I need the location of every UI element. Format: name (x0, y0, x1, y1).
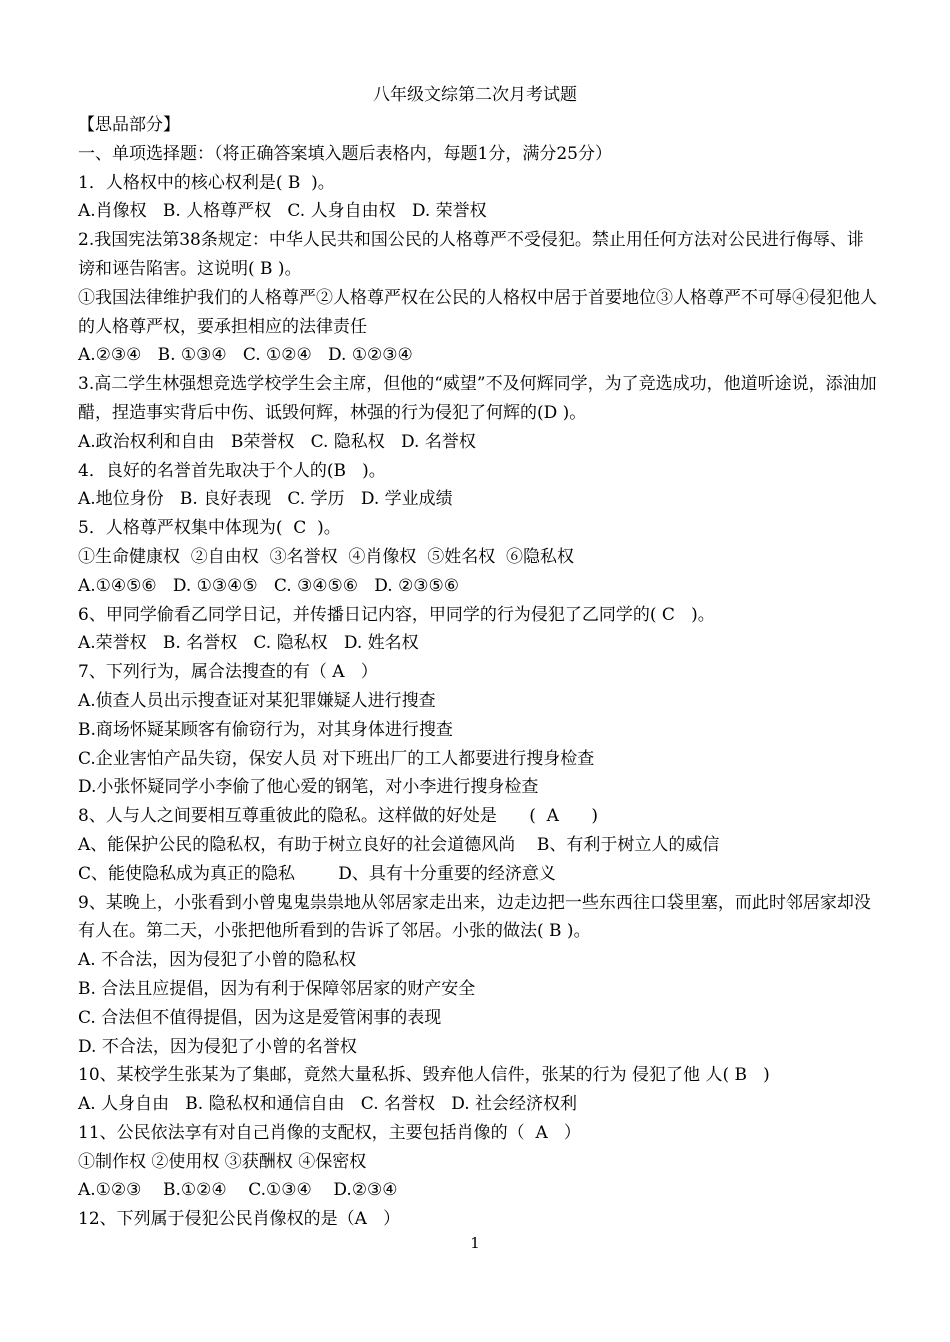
question-10: 10、某校学生张某为了集邮，竟然大量私拆、毁弃他人信件，张某的行为 侵犯了他 人( B ) (78, 1065, 770, 1086)
question-3: 3.高二学生林强想竞选学校学生会主席，但他的“威望”不及何辉同学，为了竞选成功，他道听途说，添油加醋，捏造事实背后中伤、诋毁何辉，林强的行为侵犯了何辉的(D )。 (78, 374, 877, 423)
question-instruction: 一、单项选择题：（将正确答案填入题后表格内，每题1分，满分25分） (78, 143, 612, 164)
question-6: 6、甲同学偷看乙同学日记，并传播日记内容，甲同学的行为侵犯了乙同学的( C )。 (78, 604, 715, 625)
exam-title: 八年级文综第二次月考试题 (373, 85, 577, 105)
question-7-option-a: A.侦查人员出示搜查证对某犯罪嫌疑人进行搜查 (78, 690, 436, 711)
question-7-option-c: C.企业害怕产品失窃，保安人员 对下班出厂的工人都要进行搜身检查 (78, 748, 595, 769)
question-2: 2.我国宪法第38条规定：中华人民共和国公民的人格尊严不受侵犯。禁止用任何方法对公民进行侮辱、诽谤和诬告陷害。这说明( B )。 (78, 230, 864, 279)
question-7-option-d: D.小张怀疑同学小李偷了他心爱的钢笔，对小李进行搜身检查 (78, 777, 539, 798)
question-9-option-d: D. 不合法，因为侵犯了小曾的名誉权 (78, 1036, 357, 1057)
question-2-options: A.②③④ B. ①③④ C. ①②④ D. ①②③④ (78, 345, 413, 366)
question-11-statements: ①制作权 ②使用权 ③获酬权 ④保密权 (78, 1151, 367, 1172)
question-9: 9、某晚上，小张看到小曾鬼鬼祟祟地从邻居家走出来，边走边把一些东西往口袋里塞，而此时邻居家却没有人在。第二天，小张把他所看到的告诉了邻居。小张的做法( B )。 (78, 892, 871, 942)
question-12: 12、下列属于侵犯公民肖像权的是（A ） (78, 1209, 401, 1230)
question-1-options: A.肖像权 B. 人格尊严权 C. 人身自由权 D. 荣誉权 (78, 201, 487, 222)
question-4-options: A.地位身份 B. 良好表现 C. 学历 D. 学业成绩 (78, 489, 453, 510)
page-number: 1 (470, 1234, 480, 1252)
question-9-option-a: A. 不合法，因为侵犯了小曾的隐私权 (78, 950, 357, 971)
question-9-option-c: C. 合法但不值得提倡，因为这是爱管闲事的表现 (78, 1007, 442, 1028)
question-5-statements: ①生命健康权 ②自由权 ③名誉权 ④肖像权 ⑤姓名权 ⑥隐私权 (78, 546, 575, 567)
question-8-options-cd: C、能使隐私成为真正的隐私 D、具有十分重要的经济意义 (78, 863, 556, 884)
question-5: 5．人格尊严权集中体现为( C )。 (78, 518, 341, 539)
question-8-options-ab: A、能保护公民的隐私权，有助于树立良好的社会道德风尚 B、有利于树立人的威信 (78, 834, 720, 855)
question-4: 4．良好的名誉首先取决于个人的(B )。 (78, 460, 386, 481)
question-6-options: A.荣誉权 B. 名誉权 C. 隐私权 D. 姓名权 (78, 633, 419, 654)
question-8: 8、人与人之间要相互尊重彼此的隐私。这样做的好处是 ( A ) (78, 806, 599, 827)
exam-content (78, 111, 878, 1234)
question-1: 1．人格权中的核心权利是( B )。 (78, 172, 335, 193)
question-7-option-b: B.商场怀疑某顾客有偷窃行为，对其身体进行搜查 (78, 719, 453, 740)
question-10-options: A. 人身自由 B. 隐私权和通信自由 C. 名誉权 D. 社会经济权利 (78, 1094, 578, 1115)
question-9-option-b: B. 合法且应提倡，因为有利于保障邻居家的财产安全 (78, 978, 476, 999)
question-11-options: A.①②③ B.①②④ C.①③④ D.②③④ (78, 1180, 398, 1201)
section-heading: 【思品部分】 (78, 115, 180, 135)
question-11: 11、公民依法享有对自己肖像的支配权，主要包括肖像的（ A ） (78, 1122, 581, 1143)
question-7: 7、下列行为，属合法搜查的有（ A ） (78, 662, 378, 683)
question-3-options: A.政治权利和自由 B荣誉权 C. 隐私权 D. 名誉权 (78, 431, 476, 452)
question-5-options: A.①④⑤⑥ D. ①③④⑤ C. ③④⑤⑥ D. ②③⑤⑥ (78, 575, 460, 596)
question-2-statements: ①我国法律维护我们的人格尊严②人格尊严权在公民的人格权中居于首要地位③人格尊严不可辱④侵犯他人的人格尊严权，要承担相应的法律责任 (78, 287, 877, 337)
